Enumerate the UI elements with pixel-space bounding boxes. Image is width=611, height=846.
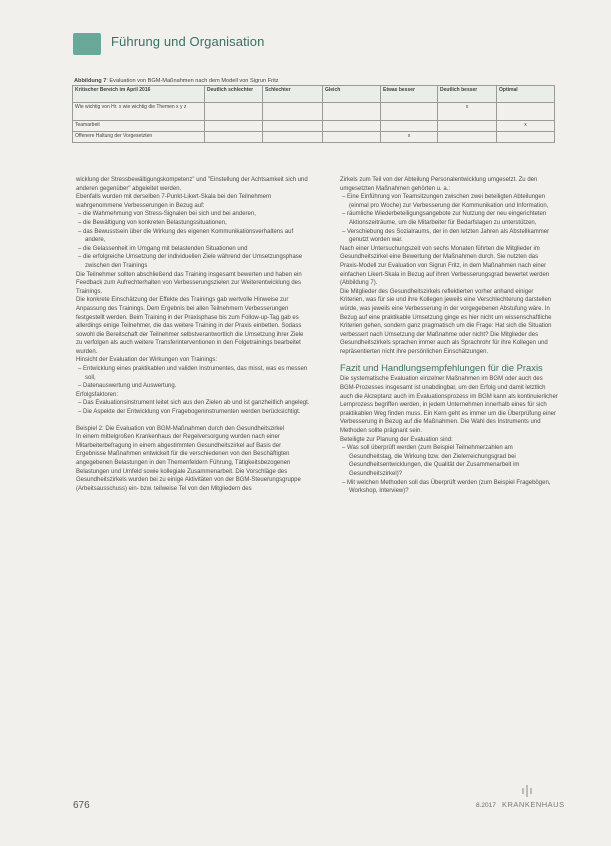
table-cell xyxy=(205,103,263,121)
table-header-cell: Optimal xyxy=(497,86,555,103)
table-cell xyxy=(263,121,323,132)
list-item: – Entwicklung eines praktikablen und validen Instrumentes, das misst, was es messen soll, xyxy=(78,366,308,381)
paragraph: Ebenfalls wurden mit derselben 7-Punkt-Likert-Skala bei den Teilnehmern wahrgenommene Verbesserungen in Bezug auf: xyxy=(76,194,272,209)
list-item: – Verschiebung des Sozialraums, der in den letzten Jahren als Abstellkammer genutzt worden war. xyxy=(342,228,550,244)
table-cell xyxy=(205,132,263,143)
article-column-right xyxy=(340,176,558,496)
list-item: – Mit welchen Methoden soll das Überprüft werden (zum Beispiel Fragebögen, Workshop, Interview)? xyxy=(342,479,551,495)
paragraph: wicklung der Stressbewältigungskompetenz" und "Einstellung der Achtsamkeit sich und anderen gegenüber" abgeleitet werden. xyxy=(76,177,308,192)
paragraph: Hinsicht der Evaluation der Wirkungen von Trainings: xyxy=(76,357,218,364)
table-header-row xyxy=(73,86,555,103)
table-cell: x xyxy=(497,121,555,132)
table-header-cell: Deutlich schlechter xyxy=(205,86,263,103)
table-cell: Offenere Haltung der Vorgesetzten xyxy=(73,132,205,143)
paragraph: Die Mitglieder des Gesundheitszirkels reflektierten vorher anhand einiger Kriterien, was für sie und ihre Kollegen jeweils eine Verschlechterung darstellen würde, was jeweils eine Verbesserung in der vorgegebenen Abstufung wäre. In Bezug auf eine praktikable Umsetzung ginge es hier nicht um wissenschaftliche Kriterien gehen, sondern ganz pragmatisch um die Frage: Hat sich die Situation verbessert nach Umsetzung der Maßnahme oder nicht? Die Mitglieder des Gesundheitszirkels sprachen immer auch als Sprachrohr für ihre Kollegen und repräsentierten nicht ihre persönlichen Einschätzungen. xyxy=(340,288,552,355)
paragraph-spacer xyxy=(76,417,311,425)
list-item: – Die Aspekte der Entwicklung von Fragebogeninstrumenten werden berücksichtigt. xyxy=(78,409,301,416)
list-item: – die erfolgreiche Umsetzung der individuellen Ziele während der Umsetzungsphase zwischen den Trainings xyxy=(78,254,303,269)
table-cell: Wie wichtig von Hr. x wie wichtig die Themen x y z xyxy=(73,103,205,121)
table-header-cell: Deutlich besser xyxy=(438,86,497,103)
issue-date: 8.2017 xyxy=(476,802,496,809)
table-cell xyxy=(438,121,497,132)
table-cell xyxy=(323,132,381,143)
list-item: – Eine Einführung von Teamsitzungen zwischen zwei beteiligten Abteilungen (einmal pro Woche) zur Verbesserung der Kommunikation und Information, xyxy=(342,194,549,209)
table-header-cell: Kritischer Bereich im April 2016 xyxy=(73,86,205,103)
table-cell xyxy=(263,103,323,121)
table-header-cell: Schlechter xyxy=(263,86,323,103)
table-cell: Teamarbeit xyxy=(73,121,205,132)
table-cell xyxy=(438,132,497,143)
publication-logo-icon xyxy=(520,784,534,798)
list-item: – Was soll überprüft werden (zum Beispiel Teilnehmerzahlen am Gesundheitstag, die Wirkung bzw. den Zielerreichungsgrad bei Gesundheitsentwicklungen, die Qualität der Zusammenarbeit im Gesundheitszirkel)? xyxy=(342,445,520,477)
list-item: – die Wahrnehmung von Stress-Signalen bei sich und bei anderen, xyxy=(78,211,256,218)
figure-caption xyxy=(72,77,554,85)
paragraph: Beteiligte zur Planung der Evaluation sind: xyxy=(340,436,453,443)
paragraph: Nach einer Untersuchungszeit von sechs Monaten führten die Mitglieder im Gesundheitszirkel eine Bewertung der Maßnahmen durch. Sie nutzten das Praxis-Modell zur Evaluation von Sigrun Fritz, in dem Maßnahmen nach einer einfachen Likert-Skala in Bezug auf ihren Verbesserungsgrad bewertet werden (Abbildung 7). xyxy=(340,245,550,287)
figure-caption-text: : Evaluation von BGM-Maßnahmen nach dem Modell von Sigrun Fritz xyxy=(106,78,279,84)
table-cell xyxy=(497,132,555,143)
table-cell xyxy=(205,121,263,132)
paragraph: Beispiel 2: Die Evaluation von BGM-Maßnahmen durch den Gesundheitszirkel xyxy=(76,425,285,432)
paragraph: Zirkels zum Teil von der Abteilung Personalentwicklung umgesetzt. Zu den umgesetzten Maßnahmen gehörten u. a.: xyxy=(340,177,538,192)
table-cell: x xyxy=(381,132,438,143)
table-header-cell: Gleich xyxy=(323,86,381,103)
table-row xyxy=(73,121,555,132)
article-column-left xyxy=(76,176,311,493)
paragraph: In einem mittelgroßen Krankenhaus der Regelversorgung wurden nach einer Mitarbeiterbefragung in einem abgestimmten Gesundheitszirkel auf Basis der Ergebnisse Maßnahmen entwickelt für die verschiedenen von den Beschäftigten angegebenen Belastungen in den Themenfeldern Führung, Tätigkeitsbezogenen Belastungen und Umfeld sowie kollegiale Zusammenarbeit. Die Vorschläge des Gesundheitszirkels wurden bei zu einige Aktivitäten von der BGM-Steuerungsgruppe (Arbeitsausschuss) ein- bzw. teilweise Tel von den Mitgliedern des xyxy=(76,434,301,492)
figure-caption-label: Abbildung 7 xyxy=(74,78,107,84)
section-color-marker xyxy=(73,33,101,55)
table-cell xyxy=(263,132,323,143)
table-cell xyxy=(323,103,381,121)
page-number: 676 xyxy=(73,800,90,811)
paragraph: Erfolgsfaktoren: xyxy=(76,391,119,398)
paragraph: Die systematische Evaluation einzelner Maßnahmen im BGM oder auch des BGM-Prozesses insgesamt ist unabdingbar, um den Erfolg und damit letztlich auch die Akzeptanz auch im Evaluationsprozess im BGM kann als kontinuierlicher Lernprozess begriffen werden, in jedem Unternehmen innerhalb eines für sich praktikablen Weg finden muss. Ein Kern geht es immer um die Überprüfung einer Verbesserung in Bezug auf die Maßnahmen. Die Wahl des Instruments und Methoden sollte prägnant sein. xyxy=(340,376,558,435)
list-item: – das Bewusstsein über die Wirkung des eigenen Kommunikationsverhaltens auf andere, xyxy=(78,228,294,244)
list-item: – die Gelassenheit im Umgang mit belastenden Situationen und xyxy=(78,245,248,252)
table-cell: x xyxy=(438,103,497,121)
table-cell xyxy=(497,103,555,121)
section-heading: Fazit und Handlungsempfehlungen für die Praxis xyxy=(340,362,543,374)
list-item: – Datenauswertung und Auswertung. xyxy=(78,383,177,390)
section-title: Führung und Organisation xyxy=(111,34,265,49)
evaluation-table xyxy=(72,85,555,143)
table-row xyxy=(73,132,555,143)
table-row xyxy=(73,103,555,121)
paragraph: Die konkrete Einschätzung der Effekte des Trainings gab wertvolle Hinweise zur Anpassung des Trainings. Dem Ergebnis bei allen Teilnehmern Verbesserungen festgestellt werden. Beim Training in der Praxisphase bis zum Follow-up-Tag gab es allerdings einige Teilnehmer, die das weitere Training in der Praxis einbetten. Sodass sowohl die Bereitschaft der Teilnehmer selbstverantwortlich die Umsetzung ihrer Ziele zu verfolgen als auch weitere Transferinterventionen in den Folgetrainings bearbeitet wurden. xyxy=(76,297,304,355)
table-cell xyxy=(381,121,438,132)
list-item: – räumliche Wiederbeteiligungsangebote zur Nutzung der neu eingerichteten Aktionszeiträume, um die Mitarbeiter für Bedarfslagen zu unterstützen, xyxy=(342,211,547,226)
table-cell xyxy=(381,103,438,121)
table-cell xyxy=(323,121,381,132)
list-item: – Das Evaluationsinstrument leitet sich aus den Zielen ab und ist ganzheitlich angelegt. xyxy=(78,400,310,407)
figure-7 xyxy=(72,77,554,143)
publication-name: KRANKENHAUS xyxy=(502,800,565,809)
table-header-cell: Etwas besser xyxy=(381,86,438,103)
list-item: – die Bewältigung von konkreten Belastungssituationen, xyxy=(78,219,227,226)
paragraph: Die Teilnehmer sollten abschließend das Training insgesamt bewerten und haben ein Feedback zum Aufrechterhalten von Verbesserungszielen zur Weiterentwicklung des Trainings. xyxy=(76,271,302,295)
